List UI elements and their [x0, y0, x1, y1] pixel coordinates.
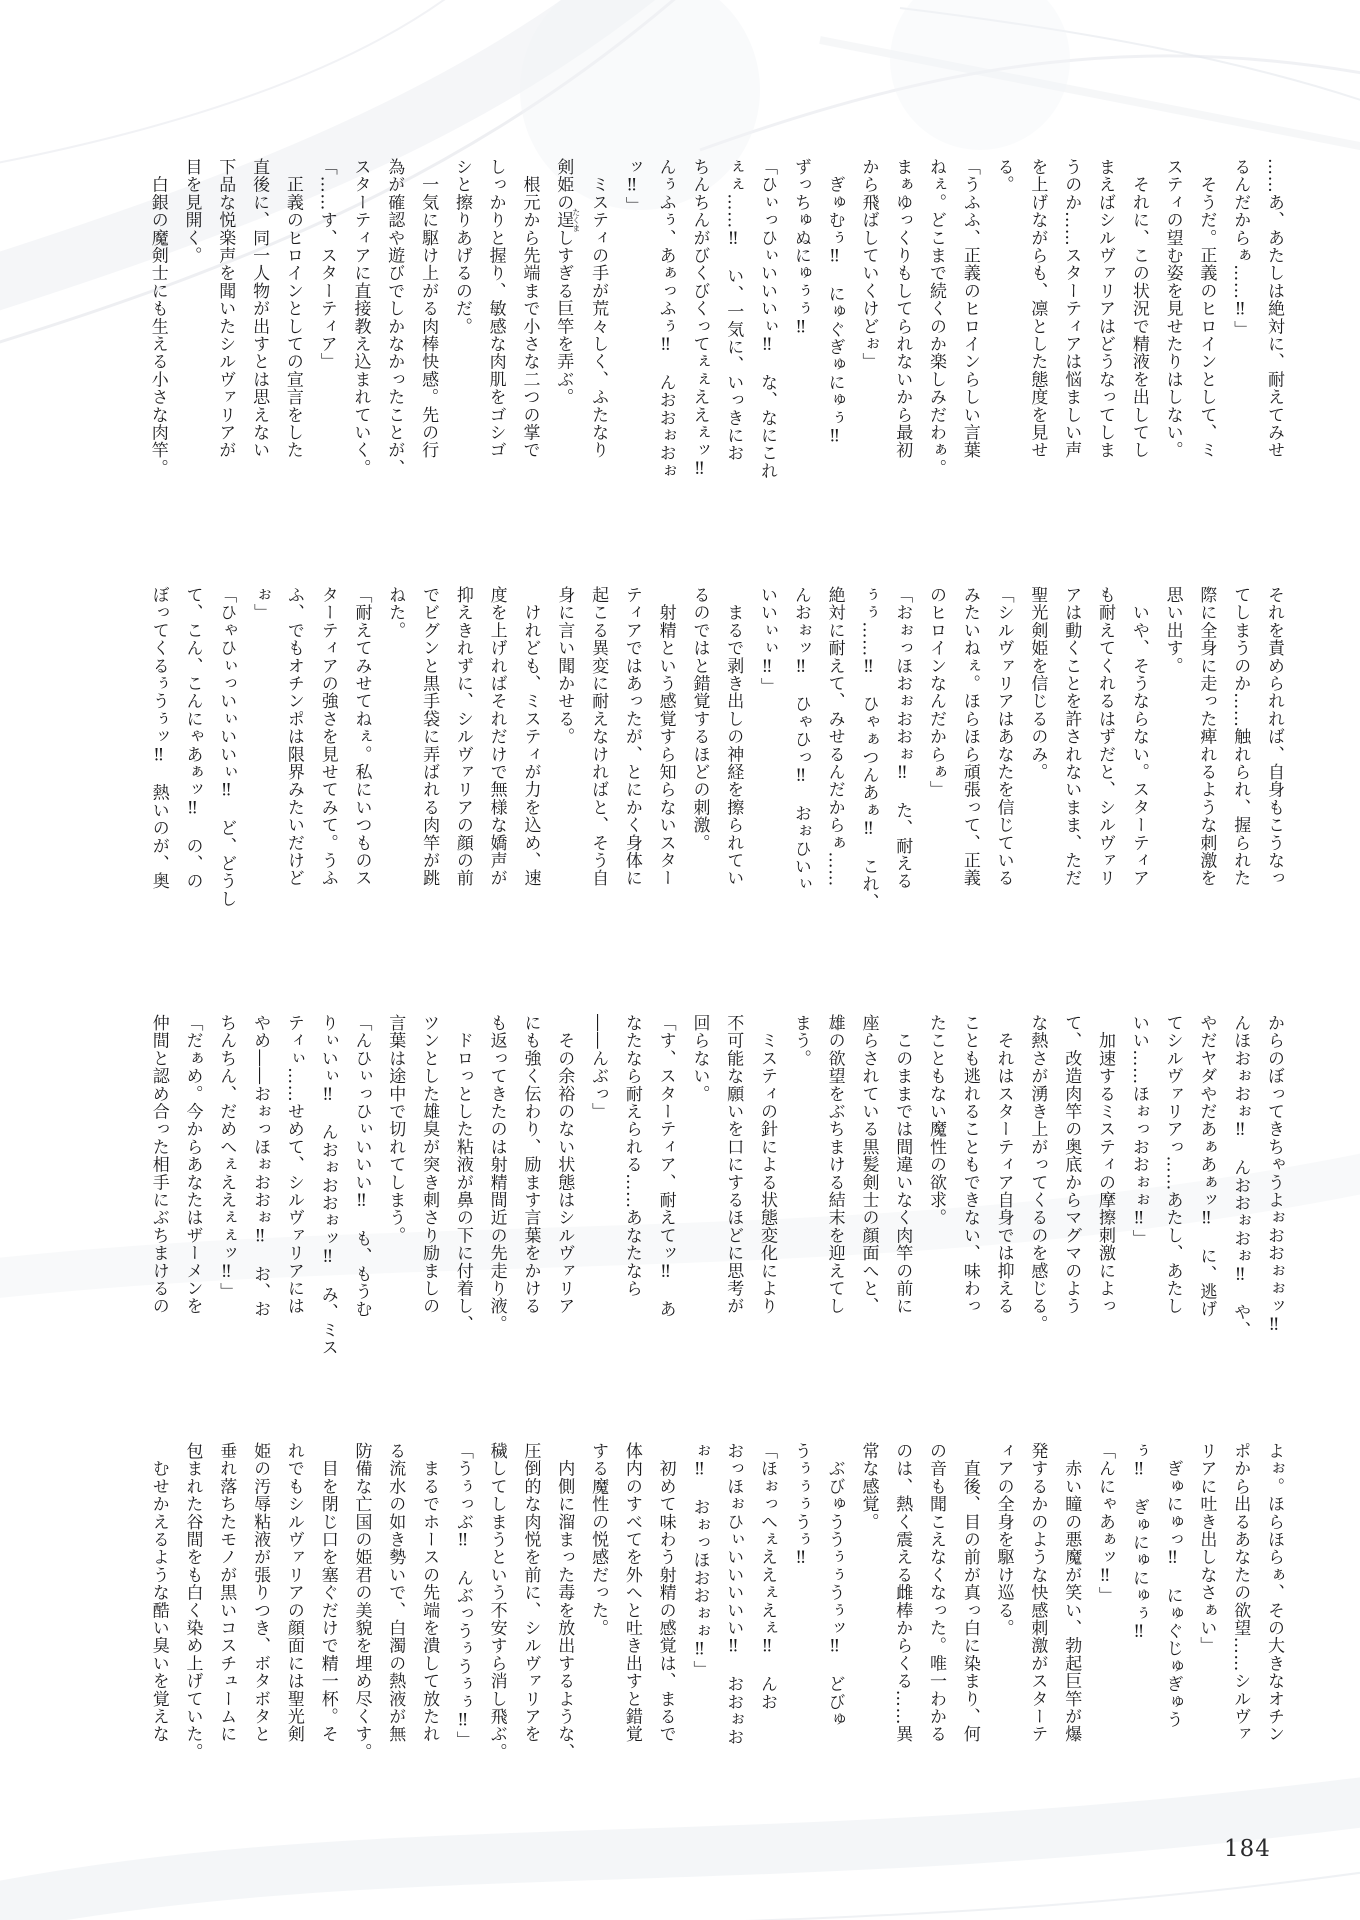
text-column: ぎゅむぅ‼ にゅぐぎゅにゅぅ‼	[824, 158, 845, 448]
text-column: 「うふふ、正義のヒロインらしい言葉	[959, 158, 980, 459]
text-column: ……あ、あたしは絶対に、耐えてみせ	[1264, 158, 1284, 459]
text-column: 言葉は途中で切れてしまう。	[385, 1014, 406, 1245]
text-column: 為が確認や遊びでしかなかったことが、	[384, 158, 405, 477]
text-column: 座らされている黒髪剣士の顔面へと、	[858, 1014, 879, 1315]
text-column: 圧倒的な肉悦を前に、シルヴァリアを	[520, 1442, 541, 1743]
text-column: 「耐えてみせてねぇ。私にいつものス	[351, 586, 372, 887]
text-column: ぎゅにゅっ‼ にゅぐじゅぎゅう	[1162, 1442, 1183, 1729]
text-column: 抑えきれずに、シルヴァリアの顔の前	[452, 586, 473, 887]
text-column: を上げながらも、凛とした態度を見せ	[1027, 158, 1048, 459]
text-column: て、こん、こんにゃあぁッ‼ の、の	[182, 586, 203, 890]
text-column: 雄の欲望をぶちまける結末を迎えてし	[824, 1014, 845, 1315]
text-column: ツンとした雄臭が突き刺さり励ましの	[419, 1014, 440, 1315]
text-column: 垂れ落ちたモノが黒いコスチュームに	[216, 1442, 237, 1743]
text-column: まるでホースの先端を潰して放たれ	[419, 1442, 440, 1743]
text-column: なたなら耐えられる……あなたなら	[621, 1014, 642, 1298]
text-column: ねた。	[385, 586, 406, 640]
text-column: のヒロインなんだからぁ」	[926, 586, 947, 799]
text-column: てシルヴァリアっ……あたし、あたし	[1162, 1014, 1183, 1315]
text-column: アは動くことを許されないまま、ただ	[1061, 586, 1082, 887]
text-column: ドロっとした粘液が鼻の下に付着し、	[452, 1014, 473, 1333]
text-column: ずっちゅぬにゅぅぅ‼	[790, 158, 811, 338]
text-column: のは、熱く震える雌棒からくる……異	[892, 1442, 913, 1743]
text-column: ねぇ。どこまで続くのか楽しみだわぁ。	[926, 158, 947, 477]
text-column: ぅ‼ ぎゅにゅにゅぅ‼	[1128, 1442, 1149, 1643]
text-column: まぁゆっくりもしてられないから最初	[892, 158, 913, 459]
text-column: いい……ほぉっおおぉぉ‼」	[1128, 1014, 1149, 1248]
text-column: ――んぶっ」	[588, 1014, 609, 1121]
text-column: る。	[993, 158, 1014, 194]
text-column: 身に言い聞かせる。	[554, 586, 575, 746]
text-column: うぅぅぅうぅ‼	[790, 1442, 811, 1569]
text-column: 初めて味わう射精の感覚は、まるで	[655, 1442, 676, 1743]
text-column: 発するかのような快感刺激がスターテ	[1027, 1442, 1048, 1743]
text-column: 仲間と認め合った相手にぶちまけるの	[148, 1014, 169, 1315]
text-column: スティの望む姿を見せたりはしない。	[1162, 158, 1183, 459]
text-column: ミスティの手が荒々しく、ふたなり	[588, 158, 609, 459]
text-column: も耐えてくれるはずだと、シルヴァリ	[1095, 586, 1116, 887]
text-column: 姫の汚辱粘液が張りつき、ボタボタと	[250, 1442, 271, 1743]
text-band-3	[134, 1014, 1290, 1444]
text-column: 聖光剣姫を信じるのみ。	[1027, 586, 1048, 781]
text-column: 加速するミスティの摩擦刺激によっ	[1095, 1014, 1116, 1315]
text-column: その余裕のない状態はシルヴァリア	[554, 1014, 575, 1315]
text-column: ポから出るあなたの欲望……シルヴァ	[1230, 1442, 1251, 1743]
text-column: 不可能な願いを口にするほどに思考が	[723, 1014, 744, 1315]
text-column: リアに吐き出しなさぁい」	[1196, 1442, 1217, 1655]
text-column: けれども、ミスティが力を込め、速	[520, 586, 541, 887]
text-column: ふ、でもオチンポは限界みたいだけど	[283, 586, 304, 887]
text-column: それを責められれば、自身もこうなっ	[1264, 586, 1284, 887]
text-column: 際に全身に走った痺れるような刺激を	[1196, 586, 1217, 887]
text-column: いや、そうならない。スターティア	[1128, 586, 1149, 887]
text-column: 体内のすべてを外へと吐き出すと錯覚	[621, 1442, 642, 1743]
text-column: よぉ。ほらほらぁ、その大きなオチン	[1264, 1442, 1284, 1743]
text-column: 穢してしまうという不安すら消し飛ぶ。	[486, 1442, 507, 1761]
text-column: まう。	[790, 1014, 811, 1068]
text-column: 「んにゃあぁッ‼」	[1095, 1442, 1116, 1605]
text-column: ぅぅ……‼ ひゃぁつんあぁ‼ これ、	[858, 586, 879, 911]
text-column: 「……す、スターティア」	[316, 158, 337, 371]
text-column: 度を上げればそれだけで無様な嬌声が	[486, 586, 507, 887]
text-column: から飛ばしていくけどぉ」	[858, 158, 879, 371]
text-column: 「ひぃっひぃいいいぃ‼ な、なにこれ	[757, 158, 778, 480]
text-column: ッ‼」	[621, 158, 642, 215]
text-column: るのではと錯覚するほどの刺激。	[689, 586, 710, 852]
text-column: りぃいぃ‼ んおぉおおぉッ‼ み、ミス	[317, 1014, 338, 1357]
text-column: スターティアに直接教え込まれていく。	[350, 158, 371, 477]
text-column: ことも逃れることもできない、味わっ	[959, 1014, 980, 1315]
text-column: 「んひぃっひぃいいい‼ も、もうむ	[351, 1014, 372, 1318]
text-column: 「す、スターティア、耐えてッ‼ あ	[655, 1014, 676, 1318]
text-column: 「ひゃひぃっいぃいいぃ‼ ど、どうし	[216, 586, 237, 908]
text-column: 絶対に耐えて、みせるんだからぁ……	[824, 586, 845, 887]
text-column: 「だぁめ。今からあなたはザーメンを	[182, 1014, 203, 1315]
text-column: まるで剥き出しの神経を擦られてい	[723, 586, 744, 887]
text-column: ィアの全身を駆け巡る。	[993, 1442, 1014, 1637]
text-column: 正義のヒロインとしての宣言をした	[282, 158, 303, 459]
text-column: 「おぉっほおぉおおぉ‼ た、耐える	[892, 586, 913, 890]
text-column: ぶびゅううぅぅうぅッ‼ どびゅ	[824, 1442, 845, 1729]
text-column: ちんちん、だめへぇええぇぇッ‼」	[216, 1014, 237, 1301]
text-column: 直後、目の前が真っ白に染まり、何	[959, 1442, 980, 1743]
text-column: んほおぉおぉ‼ んおおぉおぉ‼ や、	[1230, 1014, 1251, 1339]
text-column: て、改造肉竿の奥底からマグマのよう	[1061, 1014, 1082, 1315]
text-column: 根元から先端まで小さな二つの掌で	[519, 158, 540, 459]
text-column: れでもシルヴァリアの顔面には聖光剣	[283, 1442, 304, 1743]
text-column: る流水の如き勢いで、白濁の熱液が無	[385, 1442, 406, 1743]
text-column: も返ってきたのは射精間近の先走り液。	[486, 1014, 507, 1333]
text-column: んおぉッ‼ ひゃひっ‼ おぉひいぃ	[790, 586, 811, 893]
text-column: うのか……スターティアは悩ましい声	[1061, 158, 1082, 459]
text-column: でビグンと黒手袋に弄ばれる肉竿が跳	[419, 586, 440, 887]
text-column: それに、この状況で精液を出してし	[1128, 158, 1149, 459]
text-column: 思い出す。	[1162, 586, 1183, 675]
text-column: 「シルヴァリアはあなたを信じている	[993, 586, 1014, 887]
text-column: 一気に駆け上がる肉棒快感。先の行	[418, 158, 439, 459]
text-column: そうだ。正義のヒロインとして、ミ	[1196, 158, 1217, 459]
text-column: 回らない。	[689, 1014, 710, 1103]
text-column: 包まれた谷間をも白く染め上げていた。	[182, 1442, 203, 1761]
text-band-4	[134, 1442, 1290, 1872]
text-column: ミスティの針による状態変化により	[757, 1014, 778, 1315]
text-column: からのぼってきちゃうよぉおおぉぉッ‼	[1264, 1014, 1284, 1336]
text-column: まえばシルヴァリアはどうなってしま	[1095, 158, 1116, 459]
text-column: 防備な亡国の姫君の美貌を埋め尽くす。	[351, 1442, 372, 1761]
text-column: 起こる異変に耐えなければと、そう自	[588, 586, 609, 887]
text-column: 「うぅっぶ‼ んぶっうぅうぅぅ‼」	[452, 1442, 473, 1749]
text-column: るんだからぁ……‼」	[1230, 158, 1251, 338]
page-number: 184	[1224, 1836, 1271, 1862]
text-column: の音も聞こえなくなった。唯一わかる	[926, 1442, 947, 1743]
text-column: いいぃぃ‼」	[757, 586, 778, 696]
text-column: むせかえるような酷い臭いを覚えな	[148, 1442, 169, 1743]
text-column: 「ほぉっへぇええぇえぇ‼ んお	[757, 1442, 778, 1711]
text-column: 赤い瞳の悪魔が笑い、勃起巨竿が爆	[1061, 1442, 1082, 1743]
text-column: ティぃ……せめて、シルヴァリアには	[283, 1014, 304, 1315]
text-column: ちんちんがびくびくってぇぇええぇッ‼	[689, 158, 710, 480]
text-column: 目を見開く。	[181, 158, 202, 265]
text-column: 射精という感覚すら知らないスター	[655, 586, 676, 887]
text-column: 常な感覚。	[858, 1442, 879, 1531]
text-column: やめ――おぉっほぉおおぉ‼ お、お	[250, 1014, 271, 1318]
text-column: ターティアの強さを見せてみて。うふ	[317, 586, 338, 887]
text-column: する魔性の悦感だった。	[588, 1442, 609, 1637]
text-column: 内側に溜まった毒を放出するような、	[554, 1442, 575, 1761]
text-column: このままでは間違いなく肉竿の前に	[892, 1014, 913, 1315]
text-column: しっかりと握り、敏感な肉肌をゴシゴ	[485, 158, 506, 459]
text-column: 目を閉じ口を塞ぐだけで精一杯。そ	[317, 1442, 338, 1743]
text-column: それはスターティア自身では抑える	[993, 1014, 1014, 1315]
text-column: ぇぇ……‼ い、一気に、いっきにお	[723, 158, 744, 462]
text-column: 剣姫の逞たくましすぎる巨竿を弄ぶ。	[553, 158, 581, 406]
text-column: シと擦りあげるのだ。	[451, 158, 472, 335]
text-column: んぅふぅ、あぁっふぅ‼ んおおぉおぉ	[655, 158, 676, 480]
text-band-2	[134, 586, 1290, 1016]
text-column: にも強く伝わり、励ます言葉をかける	[520, 1014, 541, 1315]
text-column: たこともない魔性の欲求。	[926, 1014, 947, 1227]
text-column: ぼってくるぅうぅッ‼ 熱いのが、奥	[148, 586, 169, 890]
text-column: やだヤダやだあぁあぁッ‼ に、逃げ	[1196, 1014, 1217, 1318]
text-column: おっほぉひぃいいいいい‼ おおぉお	[723, 1442, 744, 1746]
text-column: 直後に、同一人物が出すとは思えない	[249, 158, 270, 459]
text-column: てしまうのか……触れられ、握られた	[1230, 586, 1251, 887]
text-column: ティアではあったが、とにかく身体に	[621, 586, 642, 887]
text-column: ぉ‼ おぉっほおおぉぉ‼」	[689, 1442, 710, 1679]
text-column: 白銀の魔剣士にも生える小さな肉竿。	[147, 158, 168, 477]
text-band-1	[134, 158, 1290, 588]
text-column: な熱さが湧き上がってくるのを感じる。	[1027, 1014, 1048, 1333]
text-column: みたいねぇ。ほらほら頑張って、正義	[959, 586, 980, 887]
text-column: 下品な悦楽声を聞いたシルヴァリアが	[215, 158, 236, 459]
text-column: ぉ」	[250, 586, 271, 622]
